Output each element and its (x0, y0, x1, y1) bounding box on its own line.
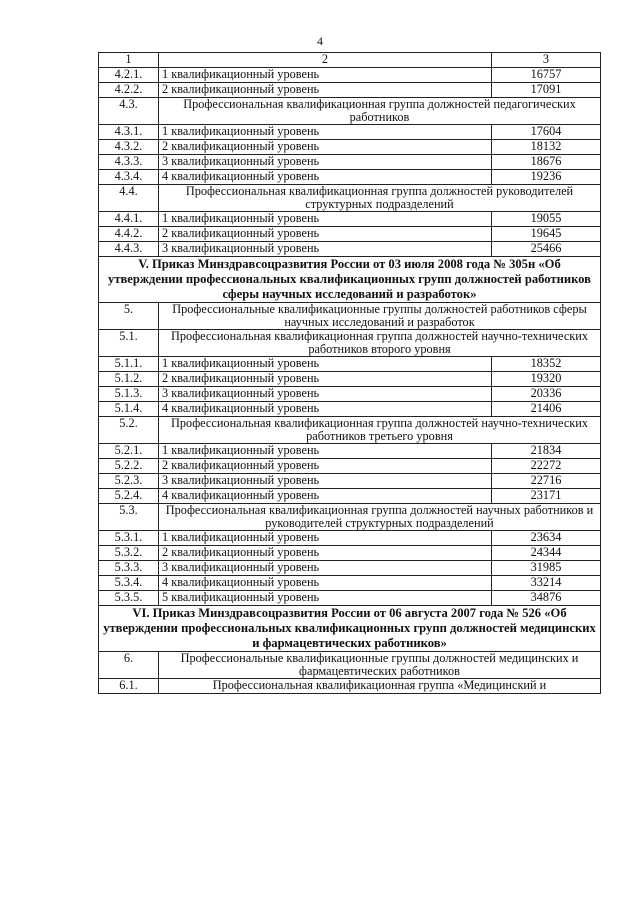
group-title: Профессиональная квалификационная группа должностей научно-технических работников третьего уровня (159, 417, 601, 444)
table-row (99, 242, 601, 257)
row-number: 5. (99, 303, 159, 330)
qualification-level: 4 квалификационный уровень (159, 576, 492, 591)
salary-value: 24344 (492, 546, 601, 561)
table-row (99, 576, 601, 591)
group-row (99, 330, 601, 357)
salary-table (98, 52, 601, 694)
table-header-row (99, 53, 601, 68)
table-row (99, 212, 601, 227)
table-row (99, 474, 601, 489)
qualification-level: 4 квалификационный уровень (159, 489, 492, 504)
qualification-level: 2 квалификационный уровень (159, 546, 492, 561)
group-row (99, 679, 601, 694)
row-number: 4.4.3. (99, 242, 159, 257)
row-number: 5.3.5. (99, 591, 159, 606)
column-header: 1 (99, 53, 159, 68)
group-title: Профессиональная квалификационная группа «Медицинский и (159, 679, 601, 694)
salary-value: 23634 (492, 531, 601, 546)
group-row (99, 652, 601, 679)
table-row (99, 489, 601, 504)
qualification-level: 1 квалификационный уровень (159, 125, 492, 140)
qualification-level: 1 квалификационный уровень (159, 357, 492, 372)
qualification-level: 1 квалификационный уровень (159, 212, 492, 227)
group-row (99, 417, 601, 444)
table-row (99, 444, 601, 459)
salary-value: 19236 (492, 170, 601, 185)
salary-value: 19645 (492, 227, 601, 242)
row-number: 5.3.4. (99, 576, 159, 591)
table-row (99, 591, 601, 606)
table-row (99, 459, 601, 474)
salary-value: 33214 (492, 576, 601, 591)
group-row (99, 98, 601, 125)
row-number: 5.2.1. (99, 444, 159, 459)
row-number: 5.1.3. (99, 387, 159, 402)
salary-value: 20336 (492, 387, 601, 402)
row-number: 5.2. (99, 417, 159, 444)
row-number: 4.3.2. (99, 140, 159, 155)
group-row (99, 185, 601, 212)
row-number: 4.4.2. (99, 227, 159, 242)
group-row (99, 303, 601, 330)
table-row (99, 546, 601, 561)
salary-value: 19055 (492, 212, 601, 227)
row-number: 4.3.4. (99, 170, 159, 185)
table-row (99, 357, 601, 372)
table-row (99, 372, 601, 387)
salary-value: 22716 (492, 474, 601, 489)
table-row (99, 402, 601, 417)
table-row (99, 227, 601, 242)
qualification-level: 2 квалификационный уровень (159, 83, 492, 98)
row-number: 4.4.1. (99, 212, 159, 227)
table-row (99, 387, 601, 402)
table-row (99, 83, 601, 98)
row-number: 5.3. (99, 504, 159, 531)
section-heading: VI. Приказ Минздравсоцразвития России от 06 августа 2007 года № 526 «Об утверждении профессиональных квалификационных групп должностей медицинских и фармацевтических работников» (99, 606, 601, 652)
row-number: 4.3.3. (99, 155, 159, 170)
row-number: 5.2.4. (99, 489, 159, 504)
row-number: 4.2.2. (99, 83, 159, 98)
row-number: 5.1.2. (99, 372, 159, 387)
qualification-level: 4 квалификационный уровень (159, 402, 492, 417)
qualification-level: 1 квалификационный уровень (159, 68, 492, 83)
column-header: 3 (492, 53, 601, 68)
row-number: 4.3. (99, 98, 159, 125)
section-heading: V. Приказ Минздравсоцразвития России от 03 июля 2008 года № 305н «Об утверждении профессиональных квалификационных групп должностей работников сферы научных исследований и разработок» (99, 257, 601, 303)
column-header: 2 (159, 53, 492, 68)
salary-value: 23171 (492, 489, 601, 504)
table-row (99, 170, 601, 185)
table-row (99, 68, 601, 83)
group-title: Профессиональная квалификационная группа должностей научных работников и руководителей структурных подразделений (159, 504, 601, 531)
row-number: 4.2.1. (99, 68, 159, 83)
qualification-level: 1 квалификационный уровень (159, 444, 492, 459)
section-heading-row (99, 257, 601, 303)
row-number: 5.1.4. (99, 402, 159, 417)
row-number: 4.4. (99, 185, 159, 212)
qualification-level: 3 квалификационный уровень (159, 561, 492, 576)
group-title: Профессиональная квалификационная группа должностей научно-технических работников второго уровня (159, 330, 601, 357)
group-title: Профессиональная квалификационная группа должностей руководителей структурных подразделений (159, 185, 601, 212)
salary-value: 18132 (492, 140, 601, 155)
row-number: 5.3.2. (99, 546, 159, 561)
table-row (99, 561, 601, 576)
salary-value: 18676 (492, 155, 601, 170)
salary-table-body (99, 53, 601, 694)
page-number: 4 (317, 34, 323, 48)
qualification-level: 3 квалификационный уровень (159, 155, 492, 170)
salary-value: 25466 (492, 242, 601, 257)
row-number: 5.3.3. (99, 561, 159, 576)
row-number: 6.1. (99, 679, 159, 694)
row-number: 5.2.2. (99, 459, 159, 474)
qualification-level: 3 квалификационный уровень (159, 242, 492, 257)
qualification-level: 2 квалификационный уровень (159, 140, 492, 155)
group-row (99, 504, 601, 531)
row-number: 5.2.3. (99, 474, 159, 489)
row-number: 4.3.1. (99, 125, 159, 140)
qualification-level: 1 квалификационный уровень (159, 531, 492, 546)
salary-value: 22272 (492, 459, 601, 474)
salary-value: 21406 (492, 402, 601, 417)
table-row (99, 140, 601, 155)
qualification-level: 5 квалификационный уровень (159, 591, 492, 606)
group-title: Профессиональная квалификационная группа должностей педагогических работников (159, 98, 601, 125)
salary-value: 31985 (492, 561, 601, 576)
salary-value: 19320 (492, 372, 601, 387)
salary-value: 16757 (492, 68, 601, 83)
row-number: 6. (99, 652, 159, 679)
group-title: Профессиональные квалификационные группы должностей медицинских и фармацевтических работников (159, 652, 601, 679)
salary-value: 34876 (492, 591, 601, 606)
salary-value: 17604 (492, 125, 601, 140)
qualification-level: 2 квалификационный уровень (159, 227, 492, 242)
row-number: 5.1.1. (99, 357, 159, 372)
table-row (99, 155, 601, 170)
salary-value: 17091 (492, 83, 601, 98)
qualification-level: 3 квалификационный уровень (159, 474, 492, 489)
qualification-level: 4 квалификационный уровень (159, 170, 492, 185)
salary-value: 21834 (492, 444, 601, 459)
table-row (99, 125, 601, 140)
section-heading-row (99, 606, 601, 652)
row-number: 5.1. (99, 330, 159, 357)
qualification-level: 2 квалификационный уровень (159, 459, 492, 474)
row-number: 5.3.1. (99, 531, 159, 546)
salary-value: 18352 (492, 357, 601, 372)
qualification-level: 3 квалификационный уровень (159, 387, 492, 402)
table-row (99, 531, 601, 546)
group-title: Профессиональные квалификационные группы должностей работников сферы научных исследований и разработок (159, 303, 601, 330)
qualification-level: 2 квалификационный уровень (159, 372, 492, 387)
